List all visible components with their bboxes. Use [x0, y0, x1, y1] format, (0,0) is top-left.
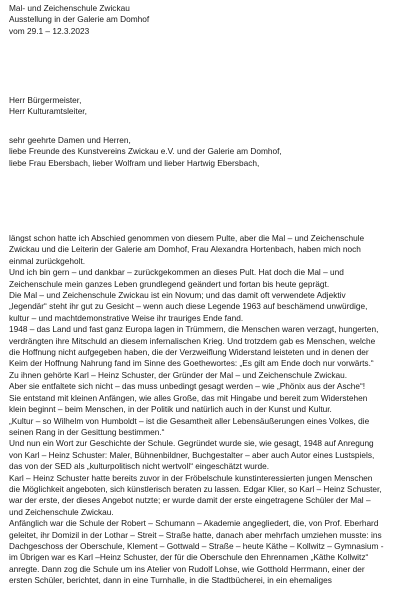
body-line: Und ich bin gern – und dankbar – zurückgekommen an dieses Pult. Hat doch die Mal – und [9, 267, 344, 278]
body-line: „legendär“ steht ihr gut zu Gesicht – wenn auch diese Legende 1963 auf beschämend unwürdige, [9, 301, 368, 312]
body-line: 1948 – das Land und fast ganz Europa lagen in Trümmern, die Menschen waren verzagt, hungerten, [9, 324, 379, 335]
greeting-line: sehr geehrte Damen und Herren, [9, 135, 131, 145]
body-line: Dachgeschoss der Oberschule, Klement – Gottwald – Straße – heute Käthe – Kollwitz – Gymnasium - [9, 540, 384, 551]
speech-body [9, 233, 395, 587]
body-line: Die Mal – und Zeichenschule Zwickau ist ein Novum; und das damit oft verwendete Adjektiv [9, 290, 346, 301]
body-line: Aber sie entfaltete sich nicht – das muss unbedingt gesagt werden – wie „Phönix aus der Asche“! [9, 381, 366, 392]
greeting-line: liebe Freunde des Kunstvereins Zwickau e.V. und der Galerie am Domhof, [9, 146, 282, 157]
body-line: im Übrigen war es Karl –Heinz Schuster, der für die Oberschule den Ehrennamen „Käthe Kollwitz“ [9, 552, 369, 563]
body-line: Anfänglich war die Schule der Robert – Schumann – Akademie angegliedert, die, von Prof. Eberhard [9, 518, 379, 529]
body-line: klein beginnt – beim Menschen, in der Politik und natürlich auch in der Kunst und Kultur. [9, 404, 332, 415]
body-line: war der erste, der dieses Angebot nutzte; er wurde damit der erste eingetragene Schüler der Mal – [9, 495, 371, 506]
body-line: Und nun ein Wort zur Geschichte der Schule. Gegründet wurde sie, wie gesagt, 1948 auf Anregung [9, 438, 374, 449]
body-line: Keim der Hoffnung Nahrung fand im Sinne des Goethewortes: „Es gilt am Ende doch nur vorwärts.“ [9, 358, 374, 369]
greeting-line: liebe Frau Ebersbach, lieber Wolfram und lieber Hartwig Ebersbach, [9, 157, 260, 168]
body-line: geleitet, ihr Domizil in der Lothar – Streit – Straße hatte, danach aber mehrfach umziehen musste: ins [9, 529, 382, 540]
body-line: verdrängten ihre Mitschuld an diesem infernalischen Krieg. Und trotzdem gab es Menschen, welche [9, 335, 376, 346]
body-line: einmal zurückgeholt. [9, 255, 86, 266]
body-line: Zeichenschule mein ganzes Leben grundlegend geändert und fortan bis heute geprägt. [9, 278, 330, 289]
salutation-line: Herr Bürgermeister, [9, 95, 82, 105]
body-line: von Karl – Heinz Schuster: Maler, Bühnenbildner, Buchgestalter – aber auch Autor eines Lustspiels, [9, 449, 375, 460]
greetings [9, 135, 395, 169]
body-line: und Zeichenschule Zwickau. [9, 506, 114, 517]
salutation [9, 95, 395, 118]
header-exhibition-title: Ausstellung in der Galerie am Domhof [9, 14, 150, 25]
body-line: Zwickau und die Leiterin der Galerie am Domhof, Frau Alexandra Hortenbach, haben mich noch [9, 244, 361, 255]
body-line: seinen Rang in der Gesittung bestimmen.“ [9, 426, 165, 437]
header-school-name: Mal- und Zeichenschule Zwickau [9, 3, 130, 13]
body-line: ersten Schüler, berichtet, dann in eine Turnhalle, in die Stadtbücherei, in ein ehemaliges [9, 575, 332, 586]
body-line: anregte. Dann zog die Schule um ins Atelier von Rudolf Lohse, wie Gotthold Herrmann, einer der [9, 563, 365, 574]
body-line: die Möglichkeit angeboten, sich künstlerisch beraten zu lassen. Edgar Klier, so Karl – Heinz Schuster, [9, 483, 382, 494]
header-date-range: vom 29.1 – 12.3.2023 [9, 25, 90, 36]
body-line: Sie entstand mit kleinen Anfängen, wie alles Große, das mit Hingabe und bereit zum Widerstehen [9, 392, 368, 403]
body-line: Zu ihnen gehörte Karl – Heinz Schuster, der Gründer der Mal – und Zeichenschule Zwickau. [9, 369, 348, 380]
body-line: Karl – Heinz Schuster hatte bereits zuvor in der Fröbelschule kunstinteressierten jungen Menschen [9, 472, 373, 483]
body-line: die Hoffnung nicht aufgegeben haben, die der Verzweiflung Widerstand leisteten und in denen der [9, 347, 369, 358]
body-line: kultur – und machtdemonstrative Weise ihr trauriges Ende fand. [9, 312, 244, 323]
body-line: das von der SED als „kulturpolitisch nicht wertvoll“ eingeschätzt wurde. [9, 461, 270, 472]
body-line: „Kultur – so Wilhelm von Humboldt – ist die Gesamtheit aller Lebensäußerungen eines Volkes, die [9, 415, 370, 426]
document-header [9, 3, 395, 37]
body-line: längst schon hatte ich Abschied genommen von diesem Pulte, aber die Mal – und Zeichenschule [9, 233, 365, 243]
salutation-line: Herr Kulturamtsleiter, [9, 106, 87, 117]
